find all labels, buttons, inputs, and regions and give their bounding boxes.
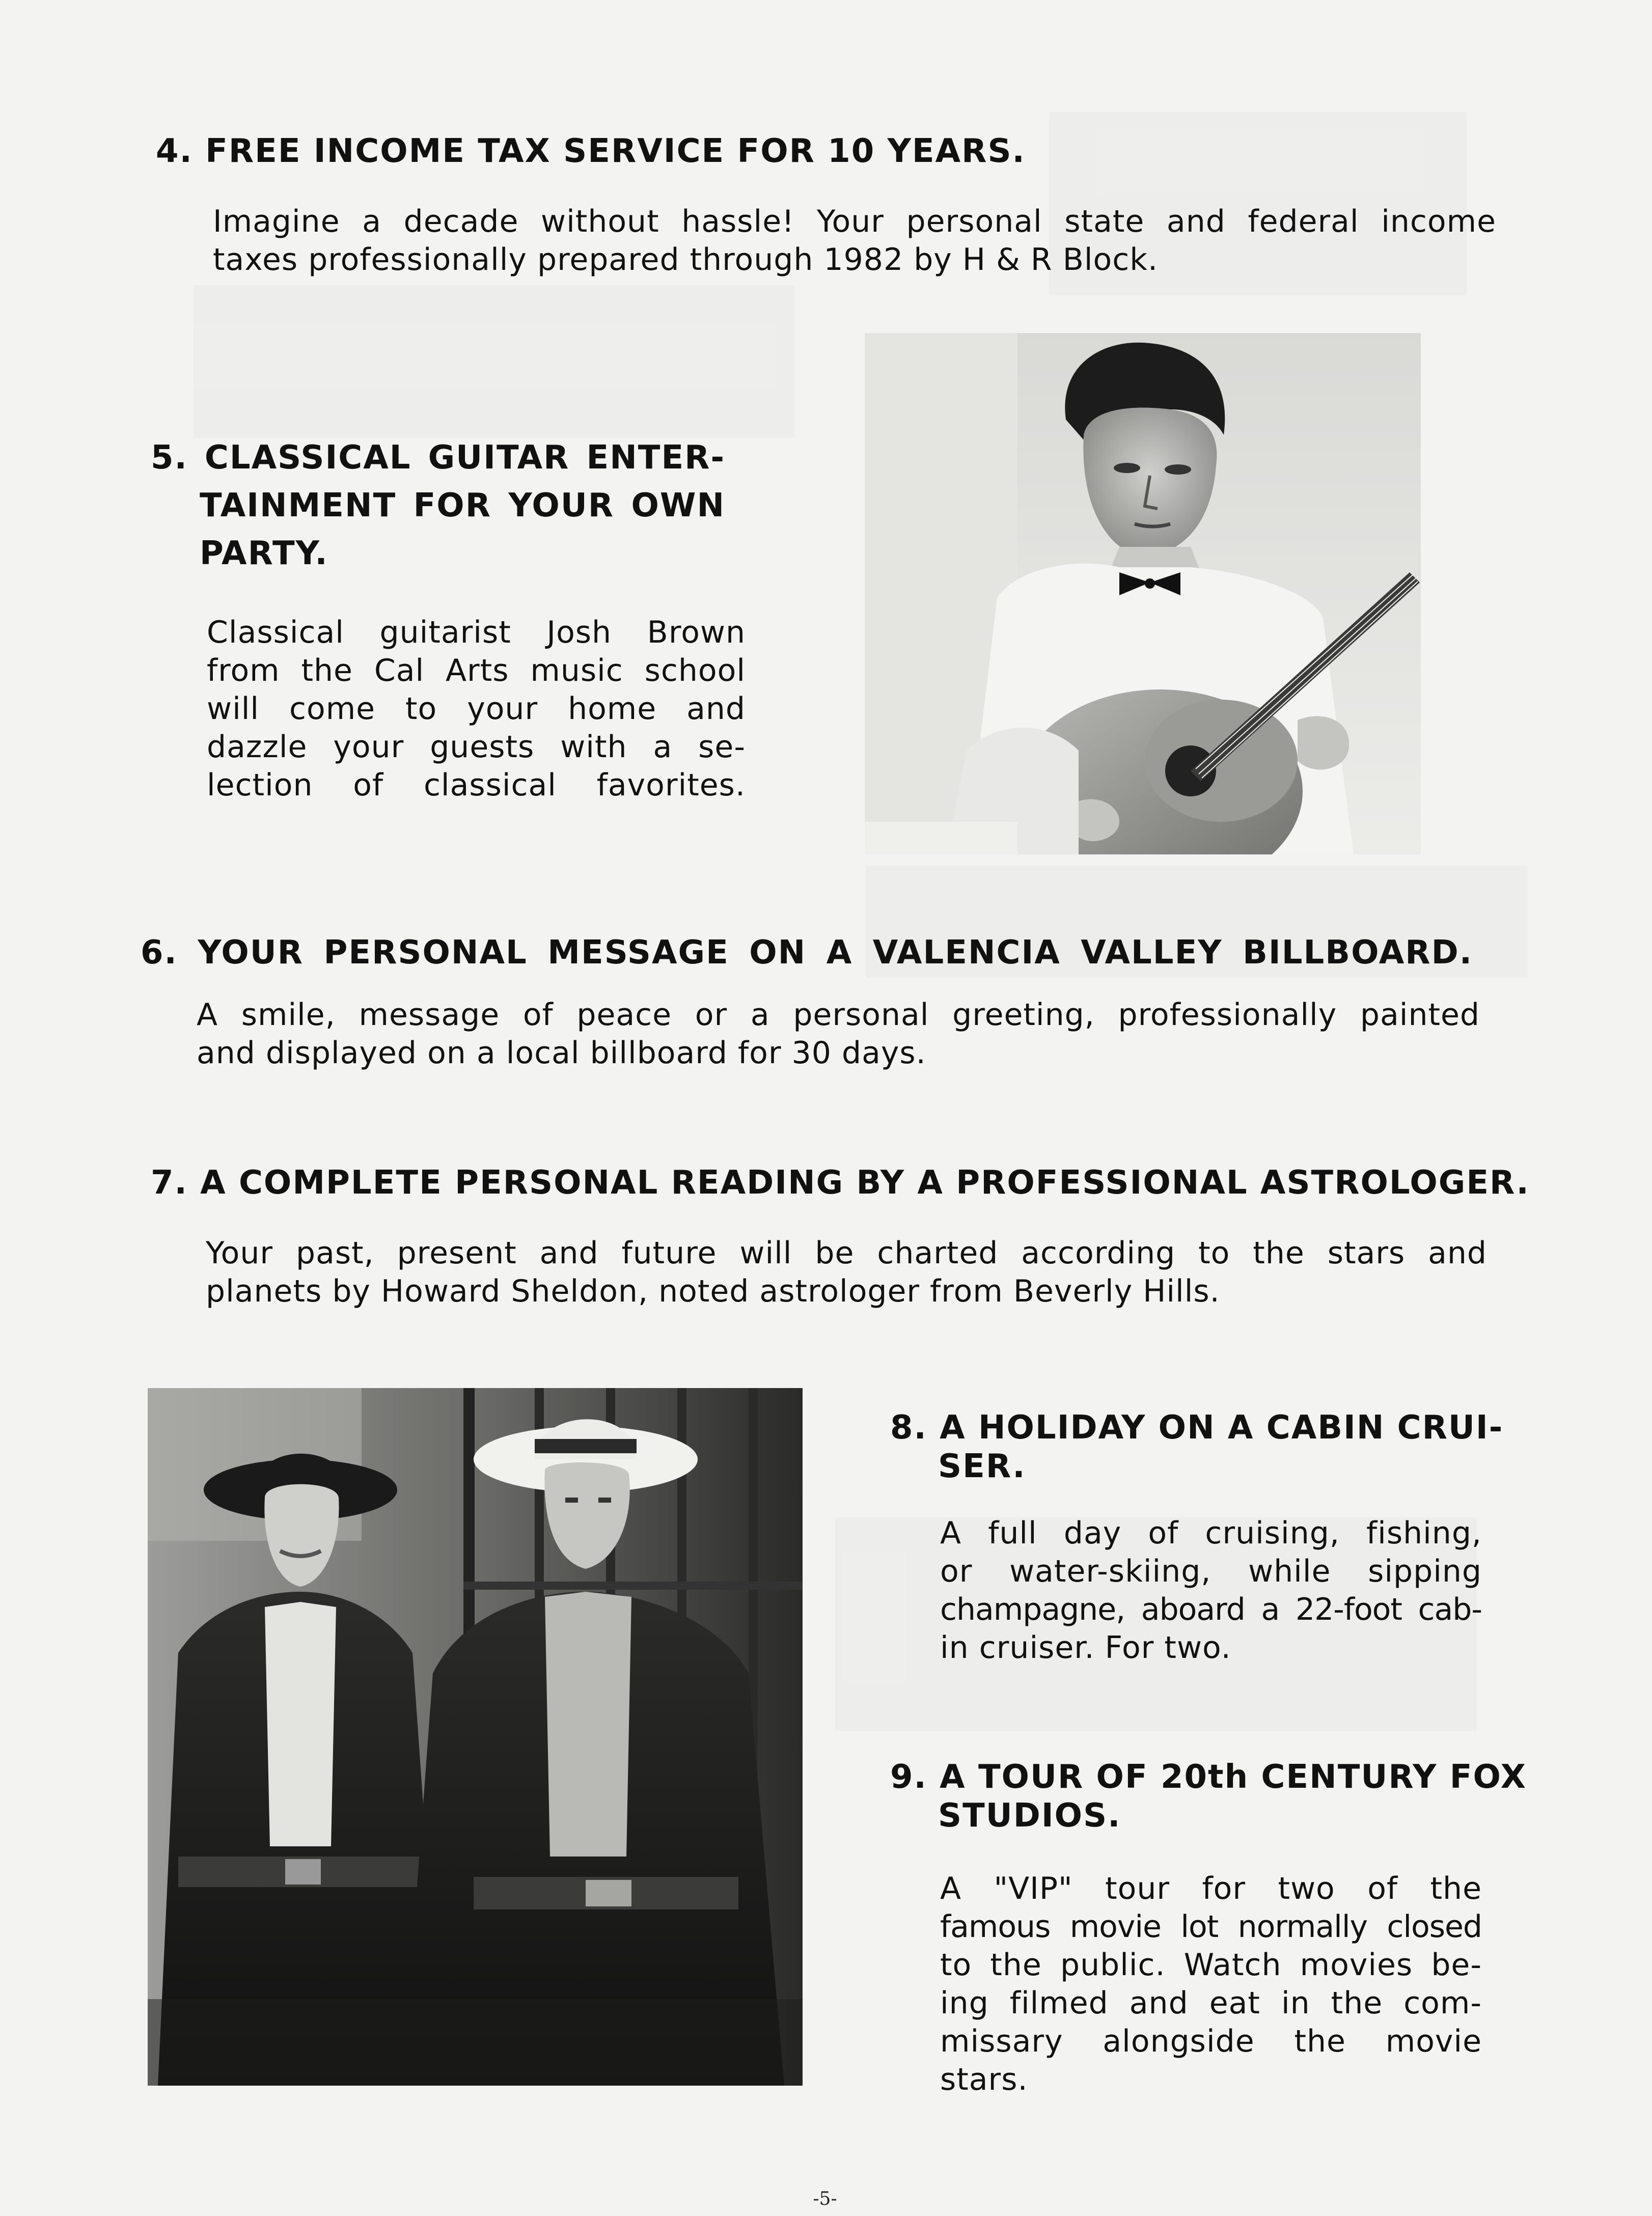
item-8-body-line: A full day of cruising, fishing, <box>940 1515 1482 1551</box>
item-5-body-line: lection of classical favorites. <box>207 767 746 803</box>
item-6-body <box>197 996 1480 1072</box>
item-9-body-line: A "VIP" tour for two of the <box>940 1871 1482 1906</box>
item-7-heading-line: 7. A COMPLETE PERSONAL READING BY A PROFESSIONAL ASTROLOGER. <box>151 1164 1530 1202</box>
item-9-body-line: missary alongside the movie <box>940 2024 1482 2059</box>
guitarist-photo <box>865 333 1421 854</box>
item-8-body-line: in cruiser. For two. <box>940 1630 1231 1666</box>
item-5-heading-line: 5. CLASSICAL GUITAR ENTER- <box>151 439 725 477</box>
item-7-body-line: Your past, present and future will be charted according to the stars and <box>206 1235 1487 1271</box>
item-4-heading: 4. FREE INCOME TAX SERVICE FOR 10 YEARS. <box>156 132 1026 170</box>
item-9-body <box>940 1870 1482 2099</box>
item-6-body-line: A smile, message of peace or a personal greeting, professionally painted <box>197 997 1480 1033</box>
item-5-body-line: will come to your home and <box>207 691 746 727</box>
item-9-heading <box>890 1758 1527 1835</box>
item-7-heading <box>151 1159 1530 1207</box>
item-6-heading-line: 6. YOUR PERSONAL MESSAGE ON A VALENCIA VALLEY BILLBOARD. <box>141 934 1473 972</box>
item-8-heading-line: 8. A HOLIDAY ON A CABIN CRUI- <box>890 1409 1504 1447</box>
item-7-body-line: planets by Howard Sheldon, noted astrologer from Beverly Hills. <box>206 1273 1220 1309</box>
cowboys-photo <box>148 1388 803 2086</box>
item-5-body-line: Classical guitarist Josh Brown <box>207 615 746 650</box>
item-9-body-line: to the public. Watch movies be- <box>940 1947 1482 1983</box>
item-9-heading-line: 9. A TOUR OF 20th CENTURY FOX <box>890 1758 1527 1796</box>
item-8-body-line: champagne, aboard a 22-foot cab- <box>940 1592 1482 1627</box>
item-8-heading <box>890 1408 1504 1486</box>
item-5-heading-line: PARTY. <box>200 535 328 572</box>
item-6-heading <box>141 929 1473 977</box>
item-5-body-line: from the Cal Arts music school <box>207 653 746 688</box>
show-through-block <box>194 285 794 438</box>
item-8-heading-line: SER. <box>938 1448 1026 1485</box>
item-4-body-line: Imagine a decade without hassle! Your personal state and federal income <box>213 204 1496 239</box>
item-8-body <box>940 1514 1482 1667</box>
guitarist-image <box>865 333 1421 854</box>
item-5-heading <box>151 434 725 577</box>
page-number: -5- <box>813 2189 837 2209</box>
item-6-body-line: and displayed on a local billboard for 30 days. <box>197 1035 926 1071</box>
item-9-heading-line: STUDIOS. <box>938 1797 1121 1835</box>
cowboys-image <box>148 1388 803 2086</box>
item-4-body <box>213 203 1496 279</box>
item-7-body <box>206 1234 1487 1311</box>
item-9-body-line: ing filmed and eat in the com- <box>940 1985 1482 2021</box>
item-5-body-line: dazzle your guests with a se- <box>207 729 746 765</box>
item-8-body-line: or water-skiing, while sipping <box>940 1554 1482 1589</box>
item-9-body-line: stars. <box>940 2062 1028 2097</box>
item-5-body <box>207 614 746 805</box>
item-9-body-line: famous movie lot normally closed <box>940 1909 1482 1945</box>
item-5-heading-line: TAINMENT FOR YOUR OWN <box>200 487 725 524</box>
item-4-body-line: taxes professionally prepared through 1982 by H & R Block. <box>213 242 1159 278</box>
